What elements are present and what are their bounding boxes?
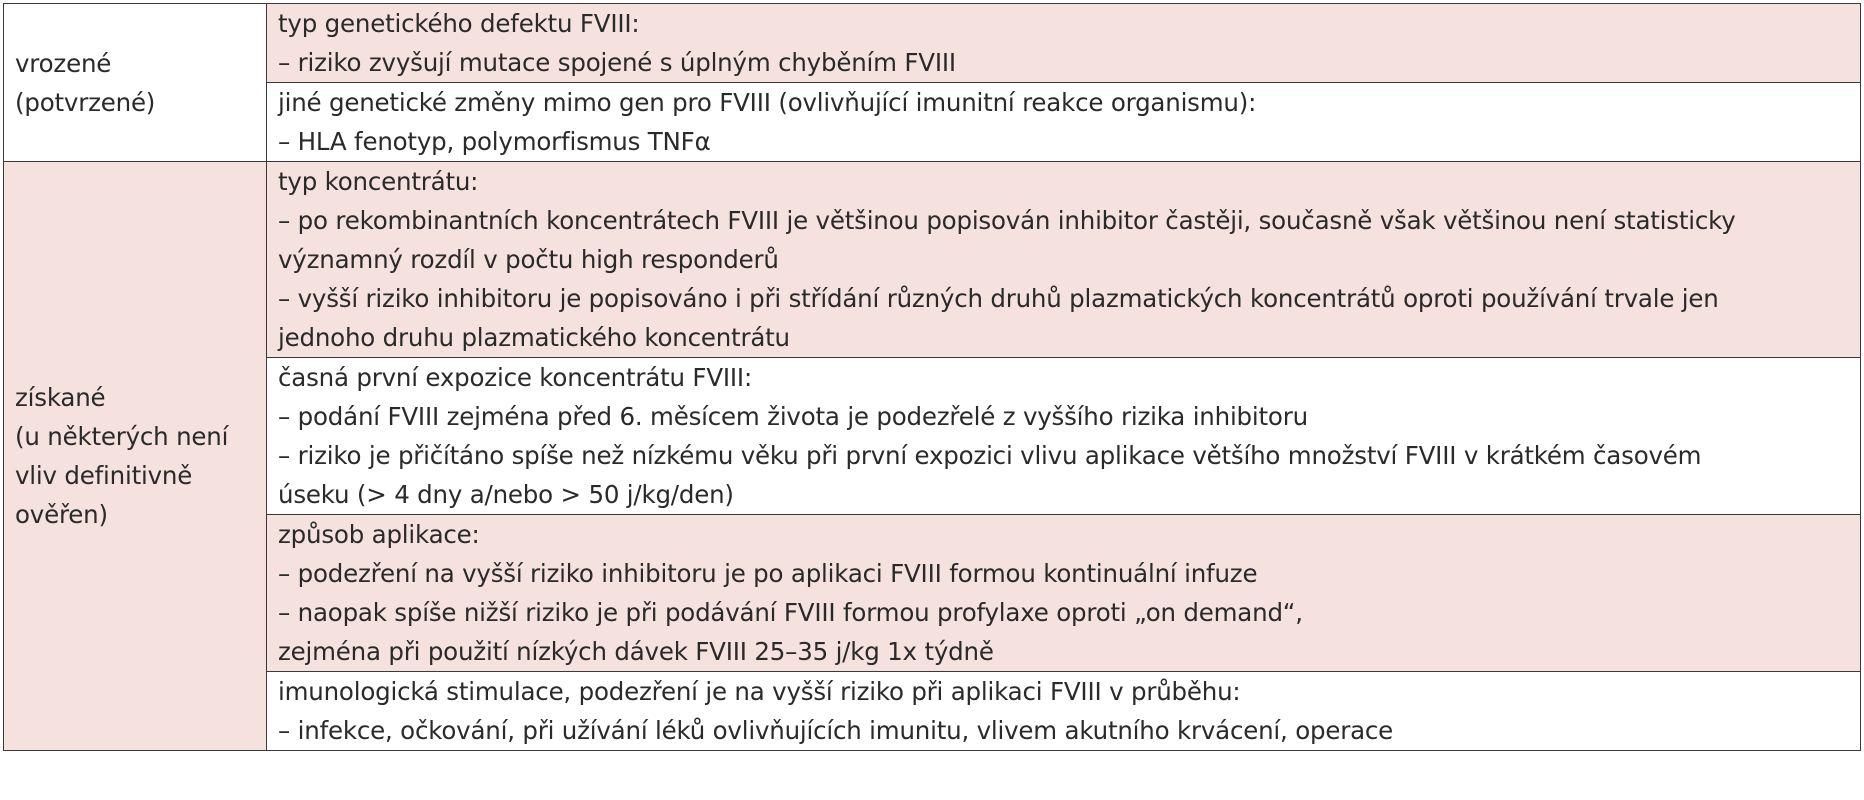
factor-line: úseku (> 4 dny a/nebo > 50 j/kg/den): [278, 480, 734, 509]
risk-factors-table: [3, 3, 1861, 751]
factor-line: typ genetického defektu FVIII:: [278, 9, 640, 38]
group-label-line: ověřen): [15, 500, 108, 529]
factor-line: – infekce, očkování, při užívání léků ovlivňujících imunitu, vlivem akutního krvácení, operace: [278, 716, 1394, 745]
group-cell-inherited: [4, 4, 267, 162]
factor-line: – riziko je přičítáno spíše než nízkému věku při první expozici vlivu aplikace většího množství FVIII v krátkém časovém: [278, 441, 1702, 470]
factor-cell-immunological-stimulation: [267, 672, 1861, 751]
factor-line: časná první expozice koncentrátu FVIII:: [278, 363, 753, 392]
factor-cell-application-method: [267, 515, 1861, 672]
table-row: [4, 83, 1861, 162]
factor-line: jiné genetické změny mimo gen pro FVIII (ovlivňující imunitní reakce organismu):: [278, 88, 1257, 117]
table-row: [4, 515, 1861, 672]
factor-cell-genetic-defect: [267, 4, 1861, 83]
factor-cell-concentrate-type: [267, 162, 1861, 358]
factor-cell-other-genetic: [267, 83, 1861, 162]
table-row: [4, 4, 1861, 83]
table-row: [4, 672, 1861, 751]
group-label-line: (u některých není: [15, 422, 229, 451]
factor-line: – vyšší riziko inhibitoru je popisováno i při střídání různých druhů plazmatických koncentrátů oproti používání trvale jen: [278, 284, 1719, 313]
group-cell-acquired: [4, 162, 267, 751]
group-label-line: vliv definitivně: [15, 461, 193, 490]
factor-line: – naopak spíše nižší riziko je při podávání FVIII formou profylaxe oproti „on demand“,: [278, 598, 1303, 627]
factor-line: jednoho druhu plazmatického koncentrátu: [278, 323, 790, 352]
factor-line: zejména při použití nízkých dávek FVIII 25–35 j/kg 1x týdně: [278, 637, 994, 666]
group-label-line: vrozené: [15, 48, 112, 78]
factor-line: významný rozdíl v počtu high responderů: [278, 245, 779, 274]
factor-line: – riziko zvyšují mutace spojené s úplným chyběním FVIII: [278, 48, 956, 77]
factor-cell-early-exposure: [267, 358, 1861, 515]
factor-line: imunologická stimulace, podezření je na vyšší riziko při aplikaci FVIII v průběhu:: [278, 677, 1241, 706]
table-row: [4, 358, 1861, 515]
factor-line: – podání FVIII zejména před 6. měsícem života je podezřelé z vyššího rizika inhibitoru: [278, 402, 1308, 431]
table-row: [4, 162, 1861, 358]
factor-line: – po rekombinantních koncentrátech FVIII je většinou popisován inhibitor častěji, současně však většinou není statisticky: [278, 206, 1736, 235]
factor-line: typ koncentrátu:: [278, 167, 479, 196]
factor-line: způsob aplikace:: [278, 520, 480, 549]
factor-line: – podezření na vyšší riziko inhibitoru je po aplikaci FVIII formou kontinuální infuze: [278, 559, 1258, 588]
group-label-line: (potvrzené): [15, 87, 156, 117]
group-label-line: získané: [15, 383, 106, 412]
factor-line: – HLA fenotyp, polymorfismus TNFα: [278, 127, 711, 156]
